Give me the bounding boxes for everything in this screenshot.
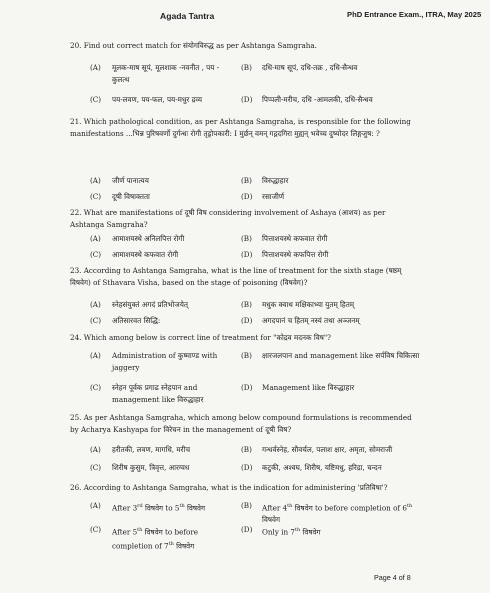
option-text: पित्ताशयस्थे कफपित्त रोगी — [262, 250, 329, 259]
option-label: (B) — [241, 234, 252, 243]
option-label: (B) — [241, 501, 252, 510]
exam-title: PhD Entrance Exam., ITRA, May 2025 — [347, 10, 482, 19]
option-text: स्नेहन पूर्वक प्रगाढ स्नेहपान and management like विरुद्धाहार — [112, 383, 204, 404]
option-text: शिरीष कुसुम, त्रिवृत्त, आरग्वध — [112, 463, 190, 472]
question-24: 24. Which among below is correct line of treatment for "कोद्रव मदनक विष"? — [70, 333, 332, 342]
option-text: आमाशयस्थे कफवात रोगी — [112, 250, 179, 259]
option-text: After 3rd विषवेग to 5th विषवेग — [112, 503, 206, 513]
option-text: अगदपानं च हितम् नस्यं तथा अञ्जनम् — [262, 316, 360, 325]
option-label: (B) — [241, 63, 252, 72]
option-text: क्षारजलपान and management like सर्पविष चिकित्सा — [262, 351, 420, 360]
option-label: (C) — [90, 463, 102, 472]
option-text: पित्ताशयस्थे कफवात रोगी — [262, 234, 328, 243]
option-label: (A) — [90, 445, 101, 454]
question-20: 20. Find out correct match for संयोगविरुद्ध as per Ashtanga Samgraha. — [70, 41, 317, 50]
option-label: (D) — [241, 95, 253, 104]
option-label: (C) — [90, 192, 102, 201]
option-label: (A) — [90, 351, 101, 360]
option-text: Only in 7th विषवेग — [262, 527, 321, 537]
option-label: (B) — [241, 176, 252, 185]
option-text: जीर्ण पानात्यय — [112, 176, 149, 185]
option-text: पय-लवण, पय-फल, पय-मधुर द्रव्य — [112, 95, 203, 104]
option-label: (C) — [90, 383, 102, 392]
option-label: (C) — [90, 525, 102, 534]
option-label: (A) — [90, 63, 101, 72]
option-text: दधि-माष सूपं, दधि-तक्र , दधि-सैन्धव — [262, 63, 358, 72]
question-25: 25. As per Ashtanga Samgraha, which among below compound formulations is recommended by Acharya Kashyapa for विरेचन in the management of दूषी विष? — [70, 413, 412, 434]
question-21: 21. Which pathological condition, as per Ashtanga Samgraha, is responsible for the following manifestations ...भिन्न पुरिषवर्णो दुर्गन्धः रोगी तृड्रोपकारी: I मुर्छन् वमन् गद्गदगिरा मुह्यन् भवेच्च दुष्योदर लिङ्गजुष: ? — [70, 117, 411, 138]
option-text: Administration of कुष्माण्ड with jaggery — [112, 351, 218, 372]
option-label: (A) — [90, 300, 101, 309]
option-text: रसाजीर्ण — [262, 192, 285, 201]
option-text: विरुद्धाहार — [262, 176, 289, 185]
option-label: (D) — [241, 192, 253, 201]
option-label: (D) — [241, 383, 253, 392]
option-text: स्नेहसंयुक्तं अगदं प्रतिभोजयेत् — [112, 300, 189, 309]
option-label: (B) — [241, 445, 252, 454]
question-22: 22. What are manifestations of दूषी विष considering involvement of Ashaya (आशय) as per Ashtanga Samgraha? — [70, 208, 386, 229]
question-26: 26. According to Ashtanga Samgraha, what is the indication for administering 'प्रतिविषा'? — [70, 483, 388, 492]
option-text: हरीतकी, लवण, मागधि, मरीच — [112, 445, 191, 454]
option-text: Management like विरुद्धाहार — [262, 383, 355, 392]
page-number: Page 4 of 8 — [374, 573, 411, 582]
option-label: (C) — [90, 95, 102, 104]
option-label: (D) — [241, 525, 253, 534]
option-label: (B) — [241, 300, 252, 309]
option-text: मूलक-माष सूपं, मूलशाक -नवनीत , पय - कुलत्थ — [112, 63, 220, 84]
option-label: (A) — [90, 176, 101, 185]
option-text: पिप्पली-मरीच, दधि -आमलकी, दधि-सैन्धव — [262, 95, 373, 104]
option-text: अतिसारवत सिद्धि: — [112, 316, 161, 325]
option-label: (C) — [90, 316, 102, 325]
option-text: कटुकी, अश्वघ, शिरीष, यष्टिमधु, हरिद्रा, चन्दन — [262, 463, 382, 472]
option-text: After 4th विषवेग to before completion of 6th विषवेग — [262, 503, 413, 525]
option-text: आमाशयस्थे अनिलपित्त रोगी — [112, 234, 185, 243]
option-text: दूषी विषाक्तता — [112, 192, 150, 201]
option-text: मधुक क्वाथ मक्षिकाभ्या युतम् हितम् — [262, 300, 355, 309]
option-label: (C) — [90, 250, 102, 259]
question-23: 23. According to Ashtanga Samgraha, what is the line of treatment for the sixth stage (षष्ठम् विषवेग) of Sthavara Visha, based on the stage of poisoning (विषवेग)? — [70, 266, 402, 287]
option-label: (D) — [241, 463, 253, 472]
option-label: (A) — [90, 501, 101, 510]
option-text: गन्धर्वस्नेह, सौवर्चल, पलाश क्षार, अमृता, सोमराजी — [262, 445, 393, 454]
option-label: (A) — [90, 234, 101, 243]
option-label: (B) — [241, 351, 252, 360]
option-label: (D) — [241, 250, 253, 259]
option-label: (D) — [241, 316, 253, 325]
option-text: After 5th विषवेग to before completion of 7th विषवेग — [112, 527, 199, 551]
subject-title: Agada Tantra — [160, 11, 215, 21]
